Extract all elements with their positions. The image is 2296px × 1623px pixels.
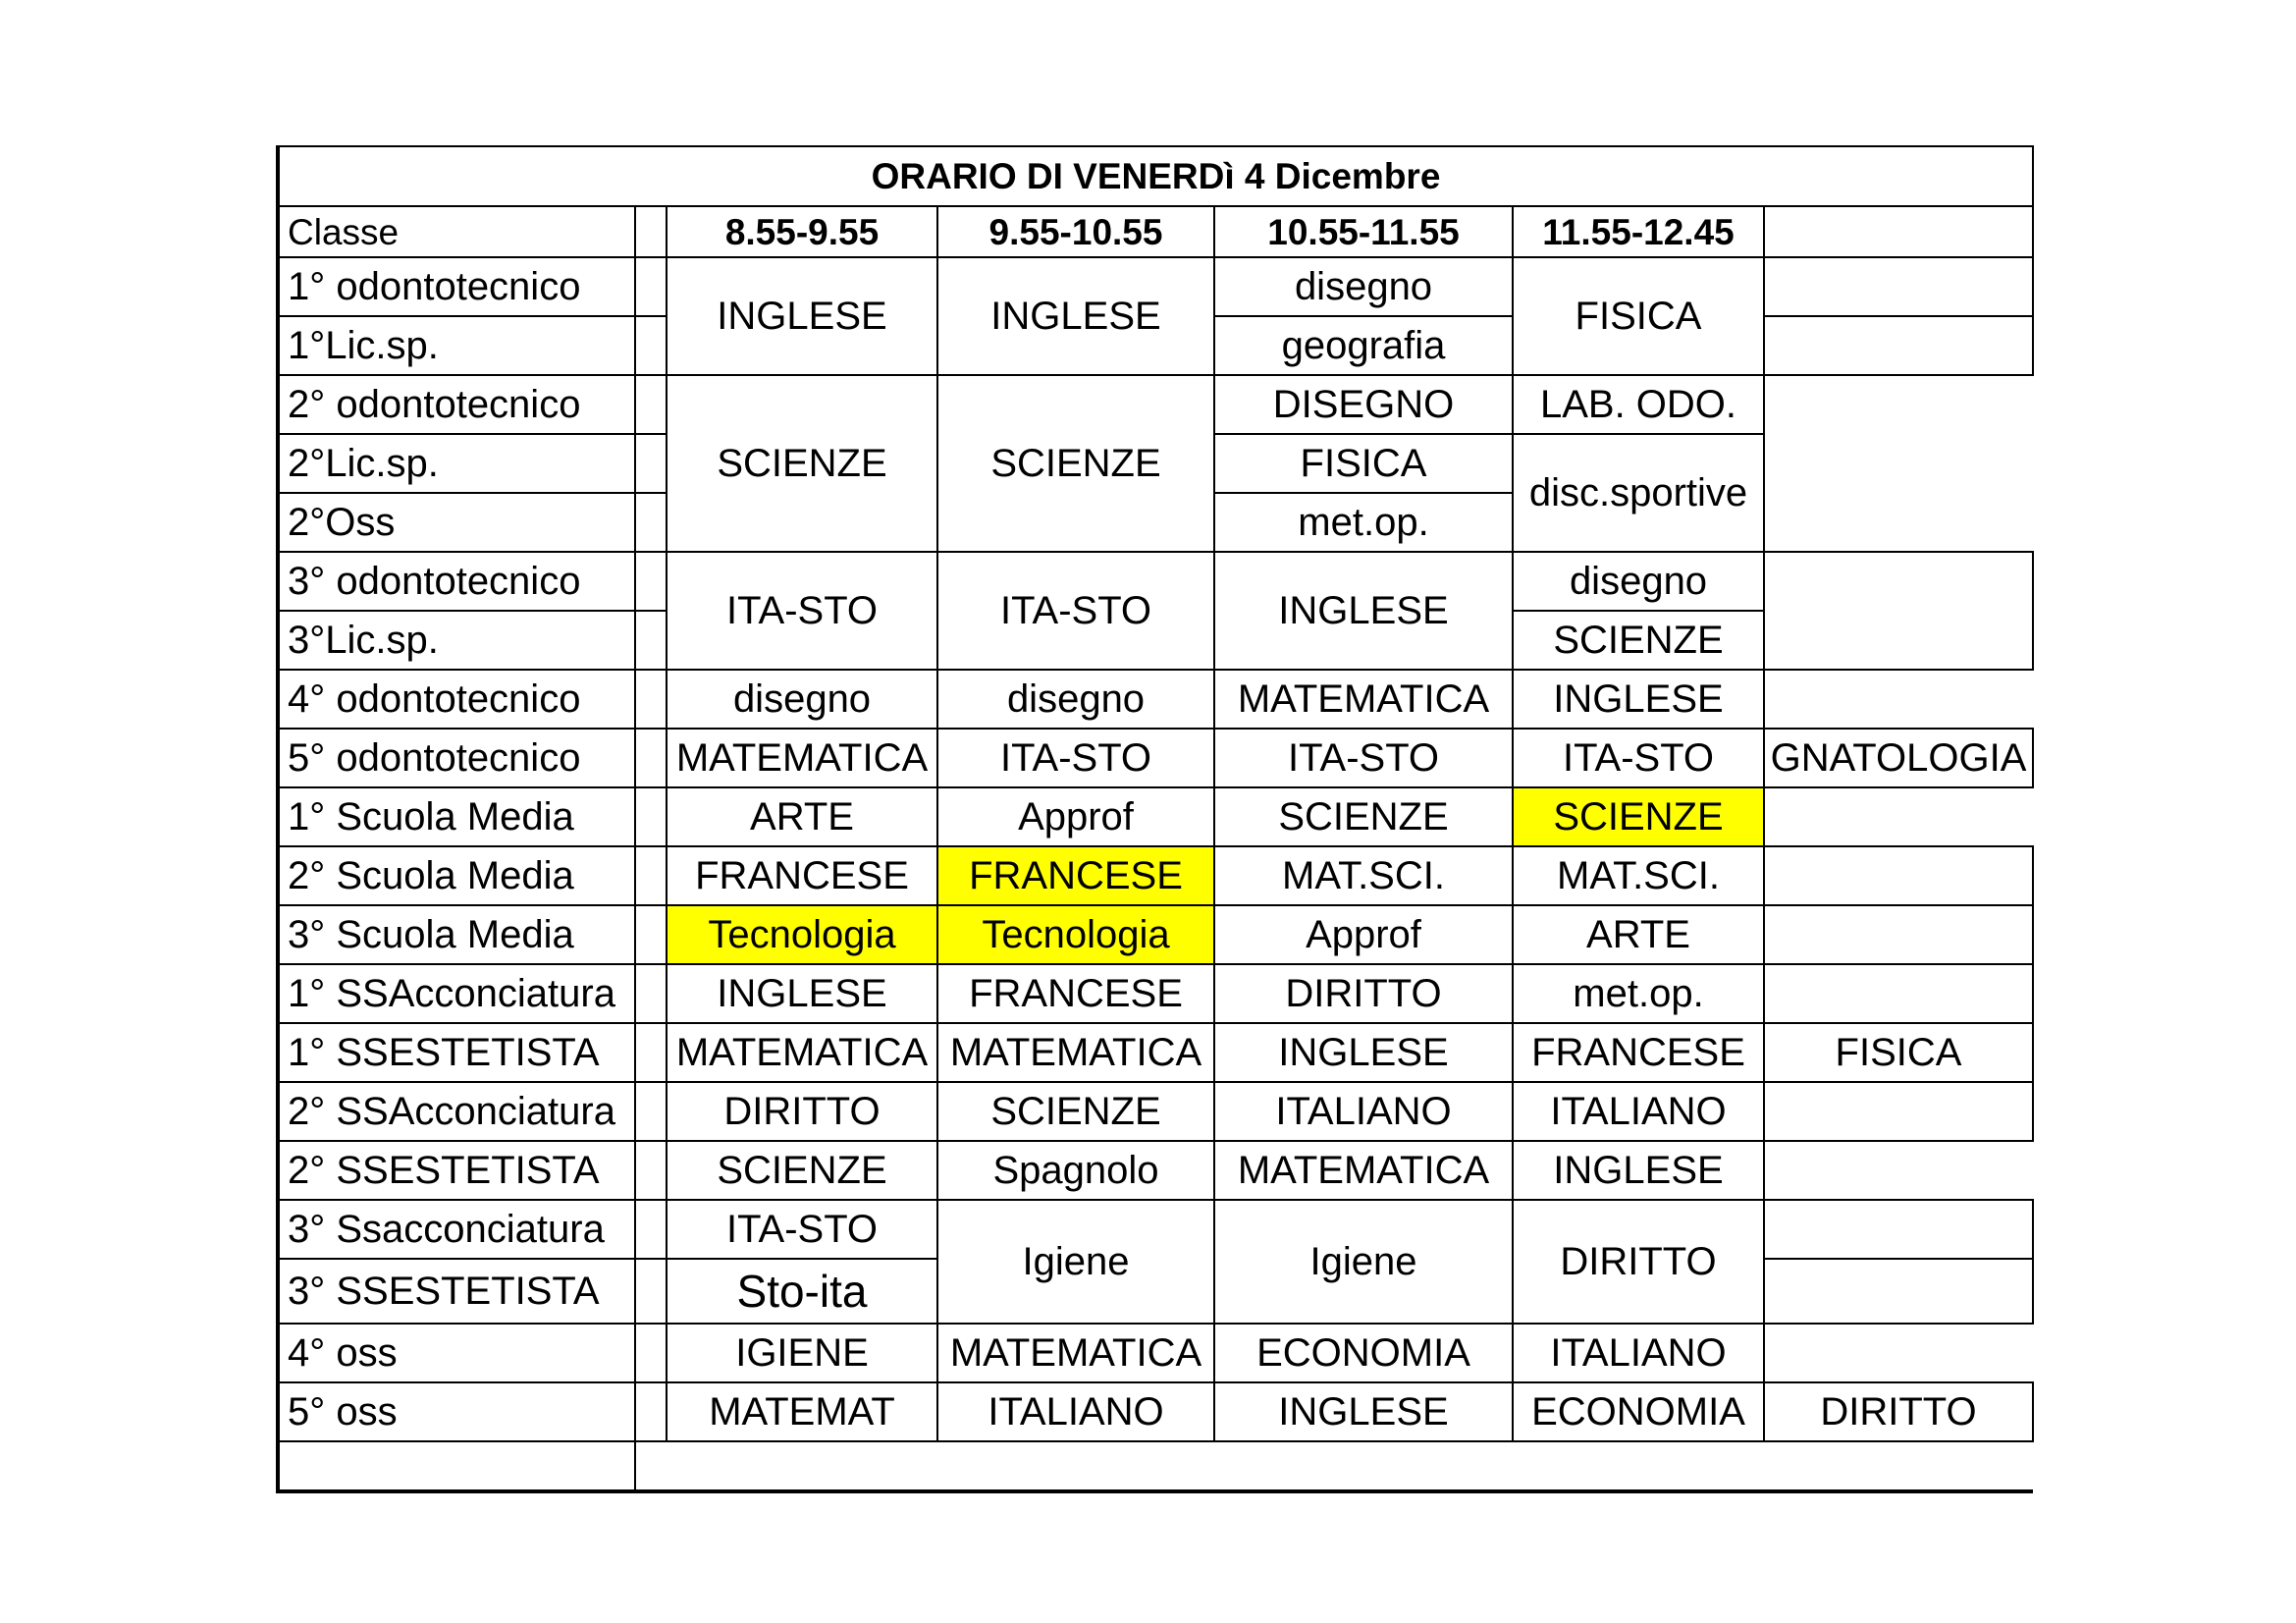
spacer-cell <box>635 1382 667 1441</box>
class-label: 1° SSAcconciatura <box>278 964 635 1023</box>
schedule-title: ORARIO DI VENERDì 4 Dicembre <box>278 146 2033 206</box>
class-label: 3° odontotecnico <box>278 552 635 611</box>
highlighted-cell: Tecnologia <box>937 905 1214 964</box>
schedule-cell: DIRITTO <box>1214 964 1513 1023</box>
schedule-cell: ITA-STO <box>937 729 1214 787</box>
schedule-cell: MATEMATICA <box>937 1324 1214 1382</box>
class-label: 5° oss <box>278 1382 635 1441</box>
merged-cell: Igiene <box>937 1200 1214 1324</box>
spacer-cell <box>635 1141 667 1200</box>
schedule-cell: ITALIANO <box>1513 1082 1764 1141</box>
schedule-cell: Sto-ita <box>667 1259 937 1324</box>
spacer-cell <box>635 729 667 787</box>
schedule-cell: ARTE <box>667 787 937 846</box>
schedule-cell: MATEMATICA <box>667 1023 937 1082</box>
extra-cell <box>1764 1200 2033 1259</box>
merged-cell: SCIENZE <box>937 375 1214 552</box>
header-slot-1: 8.55-9.55 <box>667 206 937 257</box>
spacer-cell <box>635 1324 667 1382</box>
extra-cell: FISICA <box>1764 1023 2033 1082</box>
spacer-cell <box>635 964 667 1023</box>
schedule-cell: ITALIANO <box>1513 1324 1764 1382</box>
class-label: 4° odontotecnico <box>278 670 635 729</box>
schedule-cell: met.op. <box>1513 964 1764 1023</box>
schedule-cell: disegno <box>937 670 1214 729</box>
schedule-cell: FRANCESE <box>1513 1023 1764 1082</box>
schedule-cell: ECONOMIA <box>1513 1382 1764 1441</box>
schedule-cell: MATEMATICA <box>1214 1141 1513 1200</box>
spacer-cell <box>635 905 667 964</box>
merged-cell: ITA-STO <box>667 552 937 670</box>
schedule-cell: INGLESE <box>667 964 937 1023</box>
extra-cell <box>1764 1082 2033 1141</box>
extra-cell: GNATOLOGIA <box>1764 729 2033 787</box>
schedule-cell: ITALIANO <box>937 1382 1214 1441</box>
extra-cell: DIRITTO <box>1764 1382 2033 1441</box>
spacer-cell <box>635 1082 667 1141</box>
extra-cell <box>1764 1259 2033 1324</box>
schedule-cell: MAT.SCI. <box>1513 846 1764 905</box>
spacer-cell <box>635 1023 667 1082</box>
extra-cell <box>1764 316 2033 375</box>
schedule-cell: ITA-STO <box>667 1200 937 1259</box>
schedule-cell: INGLESE <box>1513 670 1764 729</box>
spacer-cell <box>635 670 667 729</box>
schedule-cell: ITA-STO <box>1214 729 1513 787</box>
schedule-cell: FISICA <box>1214 434 1513 493</box>
schedule-cell: ITA-STO <box>1513 729 1764 787</box>
extra-cell <box>1764 375 2033 552</box>
schedule-cell: SCIENZE <box>1214 787 1513 846</box>
spacer-cell <box>635 375 667 434</box>
class-label: 5° odontotecnico <box>278 729 635 787</box>
schedule-cell: MATEMATICA <box>937 1023 1214 1082</box>
extra-cell <box>1764 257 2033 316</box>
schedule-cell: LAB. ODO. <box>1513 375 1764 434</box>
schedule-cell: MATEMAT <box>667 1382 937 1441</box>
header-slot-4: 11.55-12.45 <box>1513 206 1764 257</box>
schedule-cell: MAT.SCI. <box>1214 846 1513 905</box>
schedule-cell: disegno <box>1214 257 1513 316</box>
class-label: 2° SSAcconciatura <box>278 1082 635 1141</box>
class-label: 3°Lic.sp. <box>278 611 635 670</box>
merged-cell: Igiene <box>1214 1200 1513 1324</box>
spacer-cell <box>635 787 667 846</box>
extra-cell <box>1764 552 2033 670</box>
schedule-cell: SCIENZE <box>667 1141 937 1200</box>
merged-cell: INGLESE <box>1214 552 1513 670</box>
extra-cell <box>1764 905 2033 964</box>
header-extra <box>1764 206 2033 257</box>
schedule-table <box>276 145 2034 1493</box>
spacer-cell <box>635 434 667 493</box>
merged-cell: INGLESE <box>937 257 1214 375</box>
highlighted-cell: FRANCESE <box>937 846 1214 905</box>
merged-cell: INGLESE <box>667 257 937 375</box>
schedule-cell: Approf <box>1214 905 1513 964</box>
schedule-cell: DIRITTO <box>667 1082 937 1141</box>
class-label: 1°Lic.sp. <box>278 316 635 375</box>
merged-cell: FISICA <box>1513 257 1764 375</box>
class-label: 3° SSESTETISTA <box>278 1259 635 1324</box>
header-slot-3: 10.55-11.55 <box>1214 206 1513 257</box>
schedule-cell: DISEGNO <box>1214 375 1513 434</box>
schedule-cell: INGLESE <box>1214 1023 1513 1082</box>
spacer-cell <box>635 611 667 670</box>
extra-cell <box>1764 1141 2033 1200</box>
merged-cell: DIRITTO <box>1513 1200 1764 1324</box>
schedule-cell: met.op. <box>1214 493 1513 552</box>
schedule-cell: ITALIANO <box>1214 1082 1513 1141</box>
schedule-cell: MATEMATICA <box>1214 670 1513 729</box>
spacer-cell <box>635 493 667 552</box>
footer-empty-span <box>635 1441 2033 1491</box>
class-label: 1° odontotecnico <box>278 257 635 316</box>
schedule-cell: FRANCESE <box>667 846 937 905</box>
merged-cell: disc.sportive <box>1513 434 1764 552</box>
schedule-cell: MATEMATICA <box>667 729 937 787</box>
schedule-cell: Approf <box>937 787 1214 846</box>
schedule-cell: INGLESE <box>1214 1382 1513 1441</box>
class-label: 2°Lic.sp. <box>278 434 635 493</box>
class-label: 2° Scuola Media <box>278 846 635 905</box>
spacer-cell <box>635 552 667 611</box>
extra-cell <box>1764 846 2033 905</box>
schedule-cell: Spagnolo <box>937 1141 1214 1200</box>
class-label: 2°Oss <box>278 493 635 552</box>
spacer-cell <box>635 1259 667 1324</box>
extra-cell <box>1764 1324 2033 1382</box>
extra-cell <box>1764 787 2033 846</box>
footer-empty-cell <box>278 1441 635 1491</box>
schedule-cell: geografia <box>1214 316 1513 375</box>
spacer-cell <box>635 257 667 316</box>
class-label: 1° Scuola Media <box>278 787 635 846</box>
schedule-cell: disegno <box>1513 552 1764 611</box>
spacer-cell <box>635 1200 667 1259</box>
spacer-cell <box>635 206 667 257</box>
extra-cell <box>1764 964 2033 1023</box>
merged-cell: SCIENZE <box>667 375 937 552</box>
header-classe: Classe <box>278 206 635 257</box>
schedule-cell: FRANCESE <box>937 964 1214 1023</box>
header-slot-2: 9.55-10.55 <box>937 206 1214 257</box>
class-label: 3° Ssacconciatura <box>278 1200 635 1259</box>
schedule-cell: IGIENE <box>667 1324 937 1382</box>
spacer-cell <box>635 846 667 905</box>
extra-cell <box>1764 670 2033 729</box>
merged-cell: ITA-STO <box>937 552 1214 670</box>
class-label: 2° SSESTETISTA <box>278 1141 635 1200</box>
class-label: 3° Scuola Media <box>278 905 635 964</box>
class-label: 2° odontotecnico <box>278 375 635 434</box>
schedule-cell: INGLESE <box>1513 1141 1764 1200</box>
schedule-cell: ECONOMIA <box>1214 1324 1513 1382</box>
schedule-cell: SCIENZE <box>937 1082 1214 1141</box>
highlighted-cell: Tecnologia <box>667 905 937 964</box>
schedule-cell: disegno <box>667 670 937 729</box>
highlighted-cell: SCIENZE <box>1513 787 1764 846</box>
schedule-cell: SCIENZE <box>1513 611 1764 670</box>
spacer-cell <box>635 316 667 375</box>
class-label: 4° oss <box>278 1324 635 1382</box>
schedule-cell: ARTE <box>1513 905 1764 964</box>
class-label: 1° SSESTETISTA <box>278 1023 635 1082</box>
